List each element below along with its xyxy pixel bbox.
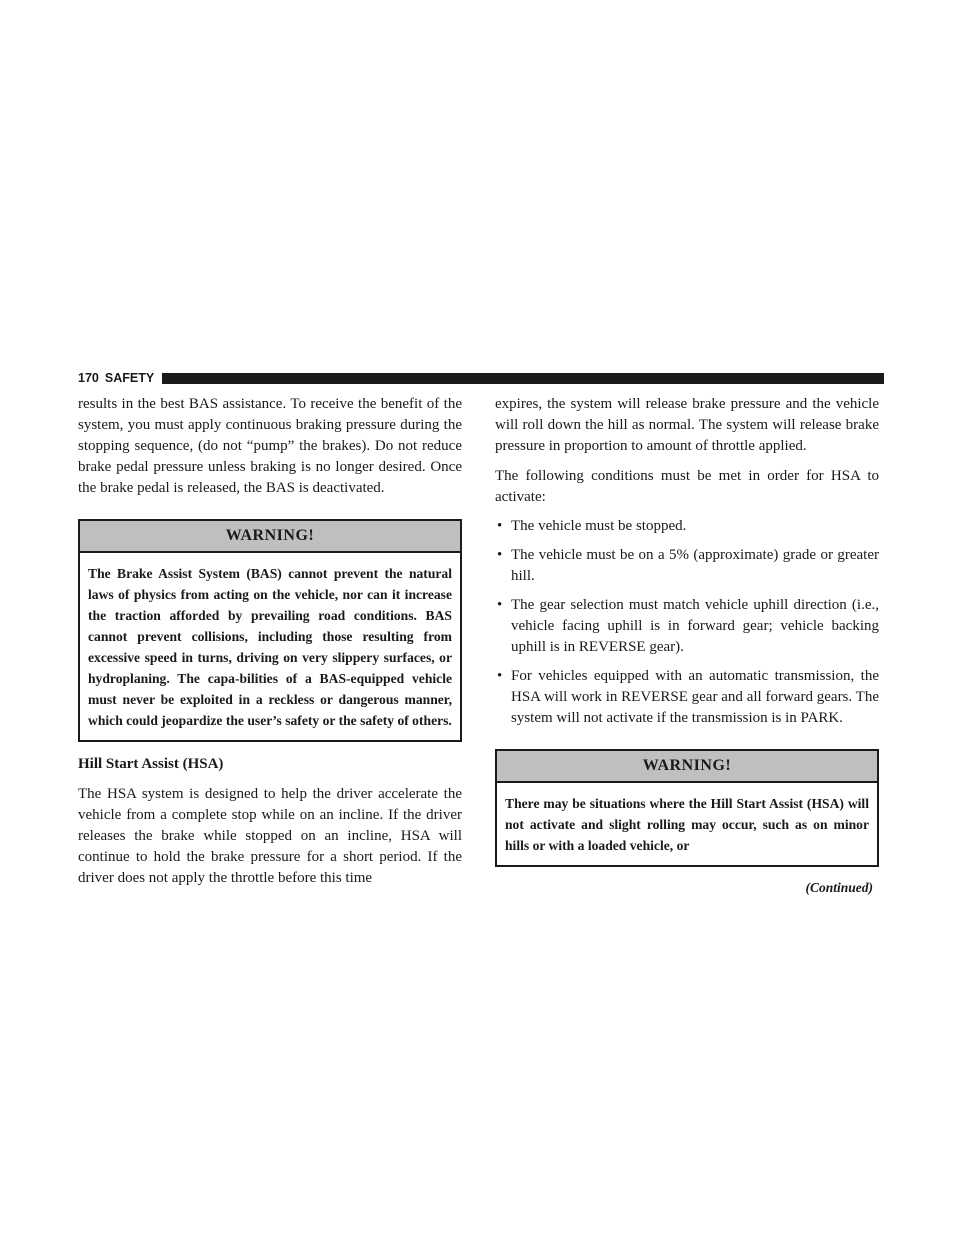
bullet-icon: • (497, 518, 503, 534)
page-header (78, 370, 884, 386)
right-column (495, 394, 879, 898)
list-item: • The vehicle must be on a 5% (approximate) grade or greater hill. (497, 547, 879, 584)
hsa-warning-box (495, 749, 879, 867)
warning-body: The Brake Assist System (BAS) cannot prevent the natural laws of physics from acting on the vehicle, nor can it increase the traction afforded by prevailing road conditions. BAS cannot prevent collisions, including those resulting from excessive speed in turns, driving on very slippery surfaces, or hydroplaning. The capa-bilities of a BAS-equipped vehicle must never be exploited in a reckless or dangerous manner, which could jeopardize the user’s safety or the safety of others. (88, 566, 452, 728)
bullet-icon: • (497, 547, 503, 563)
hsa-paragraph: The HSA system is designed to help the driver accelerate the vehicle from a complete stop while on an incline. If the driver releases the brake while stopped on an incline, HSA will continue to hold the brake pressure for a short period. If the driver does not apply the throttle before this time (78, 786, 462, 886)
header-rule (162, 373, 884, 384)
page-number: 170 (78, 371, 99, 385)
section-title: SAFETY (104, 371, 155, 385)
bullet-icon: • (497, 668, 503, 684)
intro-paragraph: results in the best BAS assistance. To receive the benefit of the system, you must apply continuous braking pressure during the stopping sequence, (do not “pump” the brakes). Do not reduce brake pedal pressure unless braking is no longer desired. Once the brake pedal is released, the BAS is deactivated. (78, 396, 462, 496)
warning-body: There may be situations where the Hill Start Assist (HSA) will not activate and slight rolling may occur, such as on minor hills or with a loaded vehicle, or (505, 796, 869, 853)
conditions-intro: The following conditions must be met in order for HSA to activate: (495, 468, 879, 505)
hsa-heading: Hill Start Assist (HSA) (78, 756, 224, 772)
bullet-icon: • (497, 597, 503, 613)
bas-warning-box (78, 519, 462, 742)
left-column (78, 394, 462, 889)
continuation-paragraph: expires, the system will release brake pressure and the vehicle will roll down the hill as normal. The system will release brake pressure in proportion to amount of throttle applied. (495, 396, 879, 454)
list-item: • The gear selection must match vehicle uphill direction (i.e., vehicle facing uphill is in forward gear; vehicle backing uphill is in REVERSE gear). (497, 597, 879, 655)
continued-label: (Continued) (805, 880, 873, 895)
warning-title: WARNING! (497, 751, 877, 783)
list-item: • The vehicle must be stopped. (495, 516, 879, 537)
warning-title: WARNING! (80, 521, 460, 553)
conditions-list (495, 516, 879, 729)
list-item: • For vehicles equipped with an automatic transmission, the HSA will work in REVERSE gear and all forward gears. The system will not activate if the transmission is in PARK. (497, 668, 879, 726)
